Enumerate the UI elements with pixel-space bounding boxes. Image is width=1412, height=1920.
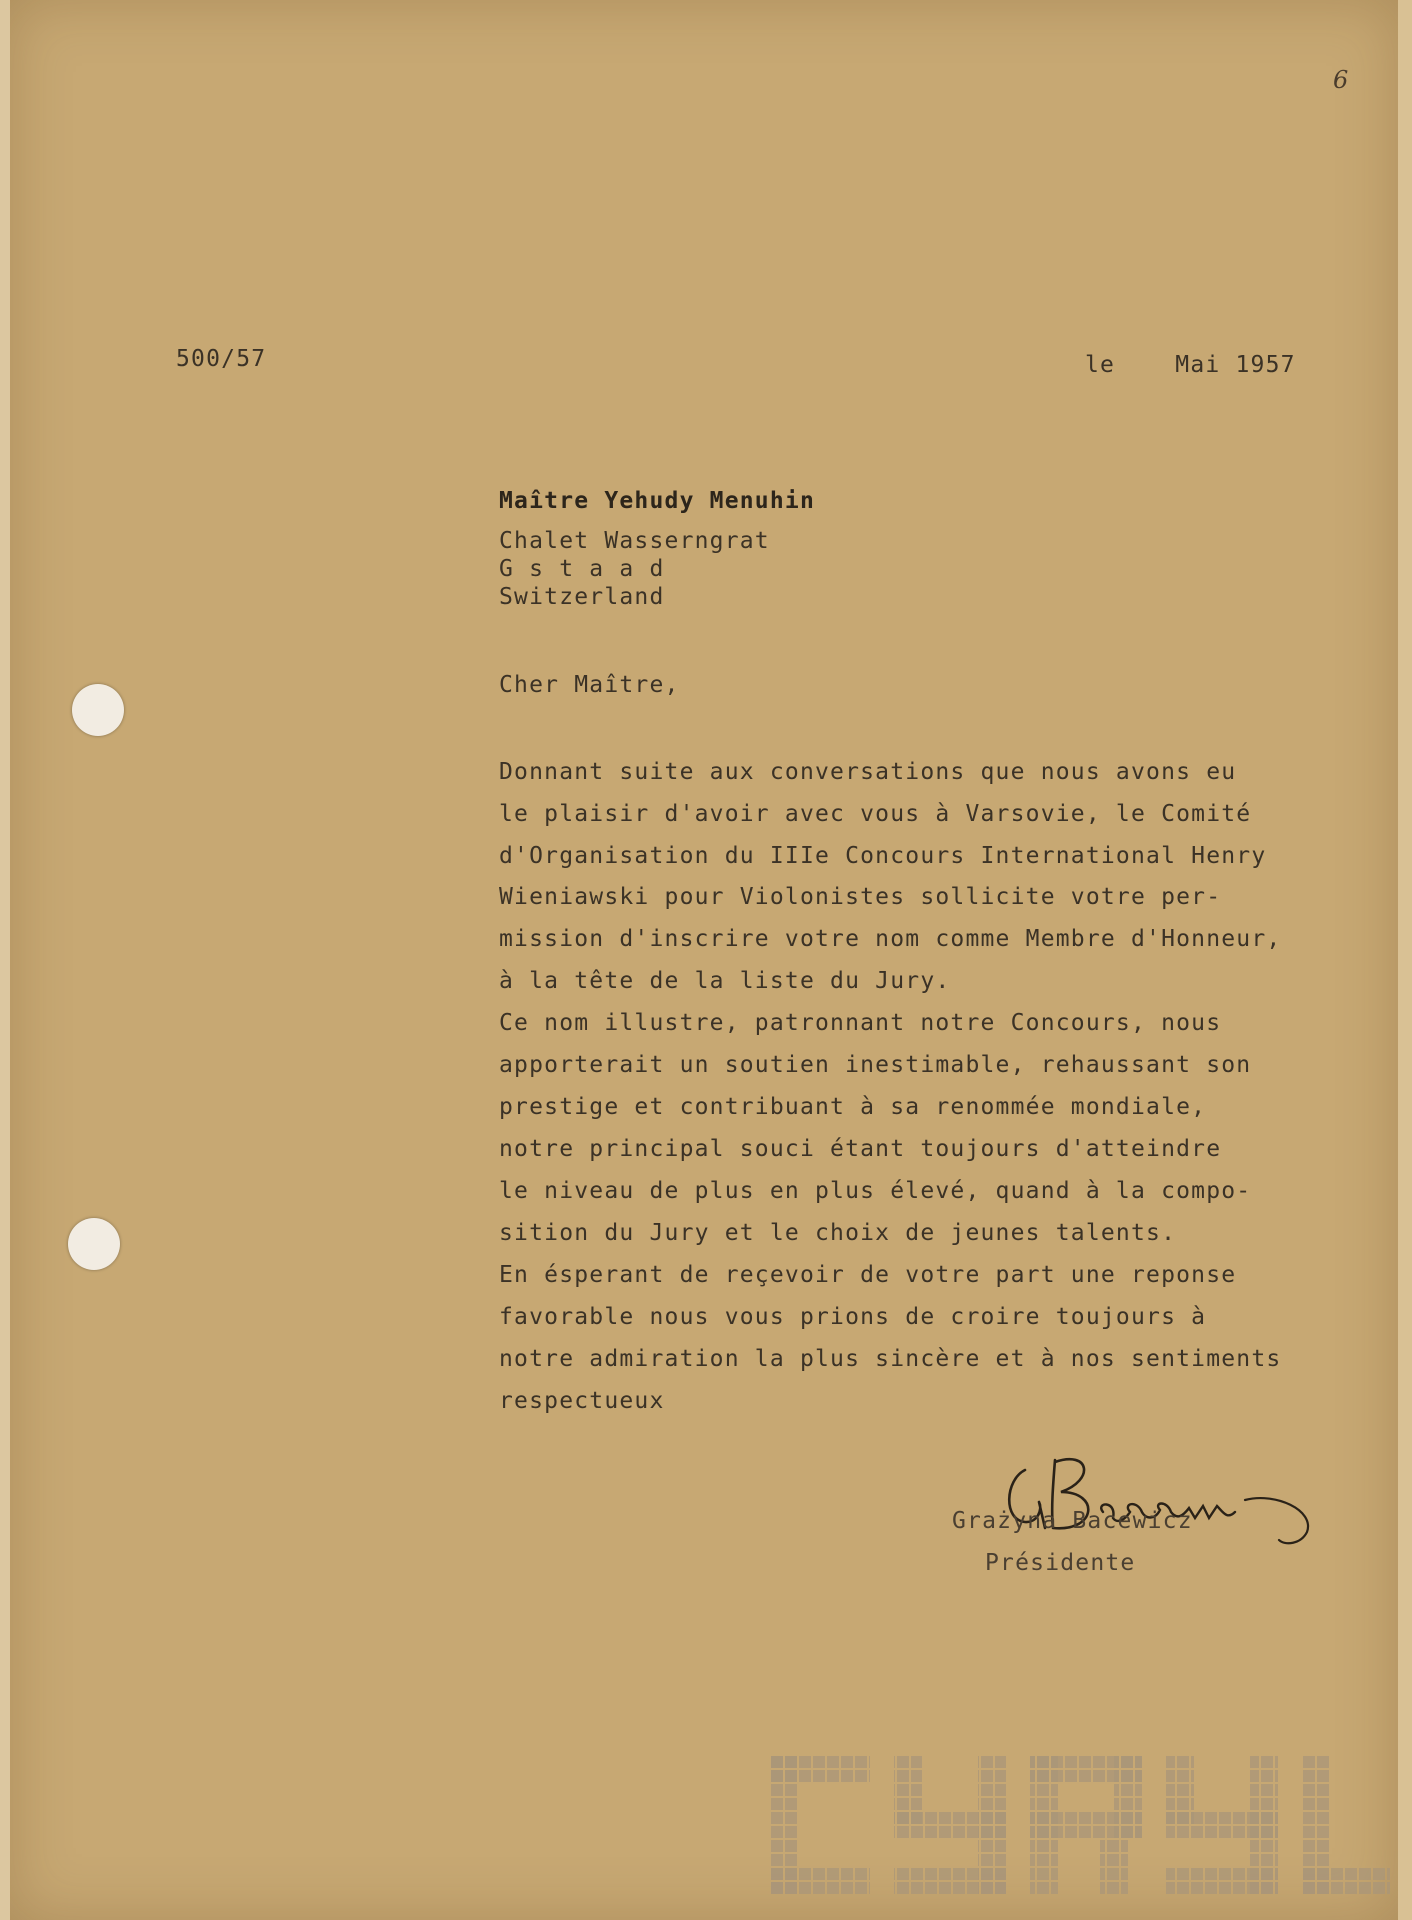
body-line: d'Organisation du IIIe Concours International Henry xyxy=(499,843,1267,869)
punch-hole-bottom xyxy=(68,1218,120,1270)
body-line: sition du Jury et le choix de jeunes talents. xyxy=(499,1220,1177,1246)
body-line: mission d'inscrire votre nom comme Membre d'Honneur, xyxy=(499,926,1282,952)
letter-sheet xyxy=(10,0,1398,1920)
body-line: le niveau de plus en plus élevé, quand à la compo- xyxy=(499,1178,1252,1204)
signatory-name: Grażyna Bacewicz xyxy=(952,1508,1193,1534)
address-line-3: Switzerland xyxy=(499,584,665,610)
recipient-name: Maître Yehudy Menuhin xyxy=(499,488,815,514)
body-line: le plaisir d'avoir avec vous à Varsovie, le Comité xyxy=(499,801,1252,827)
body-line: Donnant suite aux conversations que nous avons eu xyxy=(499,759,1237,785)
body-line: favorable nous vous prions de croire toujours à xyxy=(499,1304,1207,1330)
signatory-title: Présidente xyxy=(985,1550,1136,1576)
body-line: Ce nom illustre, patronnant notre Concours, nous xyxy=(499,1010,1222,1036)
body-line: notre admiration la plus sincère et à nos sentiments xyxy=(499,1346,1282,1372)
body-line: Wieniawski pour Violonistes sollicite votre per- xyxy=(499,884,1222,910)
letter-date: le Mai 1957 xyxy=(1085,352,1296,378)
body-line: prestige et contribuant à sa renommée mondiale, xyxy=(499,1094,1207,1120)
body-line: En ésperant de reçevoir de votre part une reponse xyxy=(499,1262,1237,1288)
watermark-logo xyxy=(770,1755,1390,1895)
body-line: notre principal souci étant toujours d'atteindre xyxy=(499,1136,1222,1162)
salutation: Cher Maître, xyxy=(499,672,680,698)
punch-hole-top xyxy=(72,684,124,736)
reference-number: 500/57 xyxy=(176,346,267,372)
body-line: respectueux xyxy=(499,1388,665,1414)
page-edge xyxy=(0,0,10,1920)
address-line-2: G s t a a d xyxy=(499,556,665,582)
body-line: apporterait un soutien inestimable, rehaussant son xyxy=(499,1052,1252,1078)
body-line: à la tête de la liste du Jury. xyxy=(499,968,951,994)
address-line-1: Chalet Wasserngrat xyxy=(499,528,770,554)
page-number: 6 xyxy=(1333,66,1349,94)
